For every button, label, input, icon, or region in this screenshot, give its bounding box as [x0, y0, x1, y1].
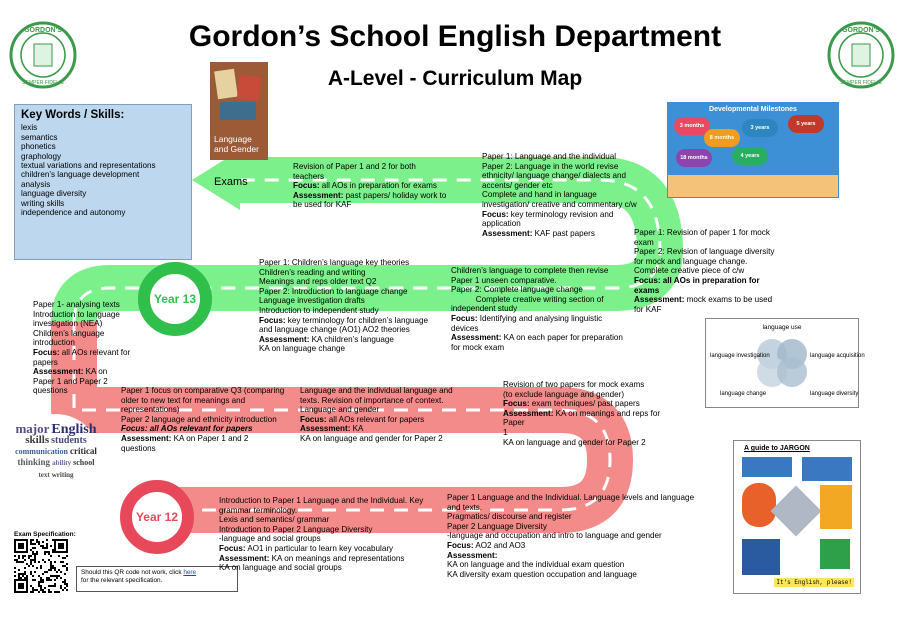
exam-spec-label: Exam Specification: — [14, 531, 76, 538]
cloud-word: thinking — [17, 457, 51, 467]
key-word-item: graphology — [21, 151, 62, 161]
qr-note-text-2: for the relevant specification. — [81, 577, 163, 584]
jargon-footer: It's English, please! — [776, 579, 852, 586]
year-12-label: Year 12 — [135, 510, 179, 524]
cloud-word: major — [15, 421, 50, 436]
block-comparative-q3: Paper 1 focus on comparative Q3 (comparing older to new text for meanings and representations) Paper 2 language and ethnicity introduction Focus: all AOs relevant for papers Assessment: KA on Paper 1 and 2 questions — [121, 386, 285, 453]
jargon-guide-image — [733, 440, 861, 594]
key-word-item: language diversity — [21, 189, 87, 199]
key-word-item: phonetics — [21, 142, 56, 152]
school-crest-left-icon — [8, 18, 78, 92]
key-words-heading: Key Words / Skills: — [21, 109, 125, 121]
block-paper1-individual: Paper 1: Language and the individual Paper 2: Language in the world revise ethnicity/ language change/ dialects and accents/ gender etc Complete and hand in language investigation/ creative and commentary c/w Focus: key terminology revision and application Assessment: KAF past papers — [482, 152, 637, 238]
qr-fallback-note — [76, 566, 238, 592]
qr-note-text: Should this QR code not work, click — [81, 569, 182, 576]
venn-bottom-right-label: language diversity — [810, 391, 859, 397]
block-mock-revision: Paper 1: Revision of paper 1 for mock exam Paper 2: Revision of language diversity for mock and language change. Complete creative piece of c/w Focus: all AOs in preparation for exams Assessment: mock exams to be used for KAF — [634, 228, 775, 314]
milestone-bubble: 8 months — [704, 129, 740, 147]
block-language-levels: Paper 1 Language and the Individual. Language levels and language and texts. Pragmatics/ discourse and register Paper 2 Language Diversity -language and occupation and intro to language and gender Focus: AO2 and AO3 Assessment: KA on language and the individual exam question KA diversity exam question occupation and language — [447, 493, 695, 579]
key-word-item: children’s language development — [21, 170, 140, 180]
crest-left-name: GORDON'S — [24, 27, 62, 34]
block-childrens-language: Paper 1: Children’s language key theories Children’s reading and writing Meanings and reps older text Q2 Paper 2: Introduction to language change Language investigation drafts Introduction to independent study Focus: key terminology for children’s language and language change (AO1) AO2 theories Assessment: KA children’s language KA on language change — [259, 258, 429, 354]
qr-code-icon[interactable] — [14, 539, 68, 593]
milestone-bubble: 3 years — [742, 119, 778, 137]
cloud-word: school — [73, 458, 95, 467]
language-and-gender-book-image — [210, 62, 268, 160]
block-analysing-texts: Paper 1- analysing texts Introduction to language investigation (NEA) Children’s language introduction Focus: all AOs relevant for papers Assessment: KA on Paper 1 and Paper 2 questions — [33, 300, 131, 396]
milestones-title: Developmental Milestones — [709, 106, 797, 113]
jargon-title: A guide to JARGON — [744, 445, 810, 452]
key-word-item: independence and autonomy — [21, 208, 126, 218]
key-words-panel — [14, 104, 192, 260]
block-mock-two-papers: Revision of two papers for mock exams (to exclude language and gender) Focus: exam techniques/ past papers Assessment: KA on meanings and reps for Paper 1 KA on language and gender for Paper 2 — [503, 380, 661, 447]
block-revision-exams: Revision of Paper 1 and 2 for both teachers Focus: all AOs in preparation for exams Assessment: past papers/ holiday work to be used for KAF — [293, 162, 447, 210]
key-word-item: analysis — [21, 179, 51, 189]
venn-center-label: language use — [762, 324, 802, 331]
venn-left-label: language investigation — [710, 353, 770, 359]
block-intro-paper1: Introduction to Paper 1 Language and the Individual. Key grammar terminology. Lexis and semantics/ grammar Introduction to Paper 2 Language Diversity -language and social groups Focus: AO1 in particular to learn key vocabulary Assessment: KA on meanings and representations KA on language and social groups — [219, 496, 424, 573]
school-crest-right-icon — [826, 18, 896, 92]
milestone-bubble: 3 months — [674, 117, 710, 135]
milestone-bubble: 4 years — [732, 147, 768, 165]
crest-left-motto: SEMPER FIDELIS — [22, 80, 64, 86]
milestone-bubble: 18 months — [676, 149, 712, 167]
key-word-item: lexis — [21, 123, 38, 133]
cloud-word: critical — [69, 446, 97, 456]
venn-right-label: language acquisition — [810, 353, 865, 359]
word-cloud-image — [12, 414, 100, 506]
language-venn-image — [705, 318, 865, 408]
block-language-gender: Language and the individual language and texts. Revision of importance of context. Language and gender Focus: all AOs relevant for papers Assessment: KA KA on language and gender for Paper 2 — [300, 386, 453, 443]
venn-diagram — [706, 319, 865, 407]
year-13-marker — [138, 262, 212, 336]
key-word-item: semantics — [21, 132, 58, 142]
key-word-item: textual variations and representations — [21, 161, 156, 171]
exams-label: Exams — [214, 176, 248, 188]
block-complete-revise: Children’s language to complete then revise Paper 1 unseen comparative. Paper 2: Complete language change Complete creative writing section of independent study Focus: Identifying and analysing linguistic devices Assessment: KA on each paper for preparation for mock exam — [451, 266, 623, 352]
cloud-word: writing — [51, 471, 74, 479]
crest-right-motto: SEMPER FIDELIS — [840, 80, 882, 86]
milestone-bubble: 5 years — [788, 115, 824, 133]
developmental-milestones-image — [667, 102, 839, 198]
cloud-word: ability — [52, 459, 72, 467]
cloud-word: students — [51, 435, 87, 446]
venn-bottom-left-label: language change — [720, 391, 767, 397]
key-word-item: writing skills — [21, 198, 65, 208]
cloud-word: English — [51, 422, 97, 437]
year-12-marker — [120, 480, 194, 554]
book-label: Language and Gender — [214, 134, 259, 154]
year-13-label: Year 13 — [153, 292, 197, 306]
cloud-word: communication — [15, 447, 68, 456]
page-subtitle: A-Level - Curriculum Map — [327, 67, 583, 90]
page-title: Gordon’s School English Department — [188, 20, 722, 53]
crest-right-name: GORDON'S — [842, 27, 880, 34]
spec-link[interactable]: here — [183, 569, 197, 576]
cloud-word: text — [38, 471, 50, 479]
cloud-word: skills — [25, 434, 50, 446]
